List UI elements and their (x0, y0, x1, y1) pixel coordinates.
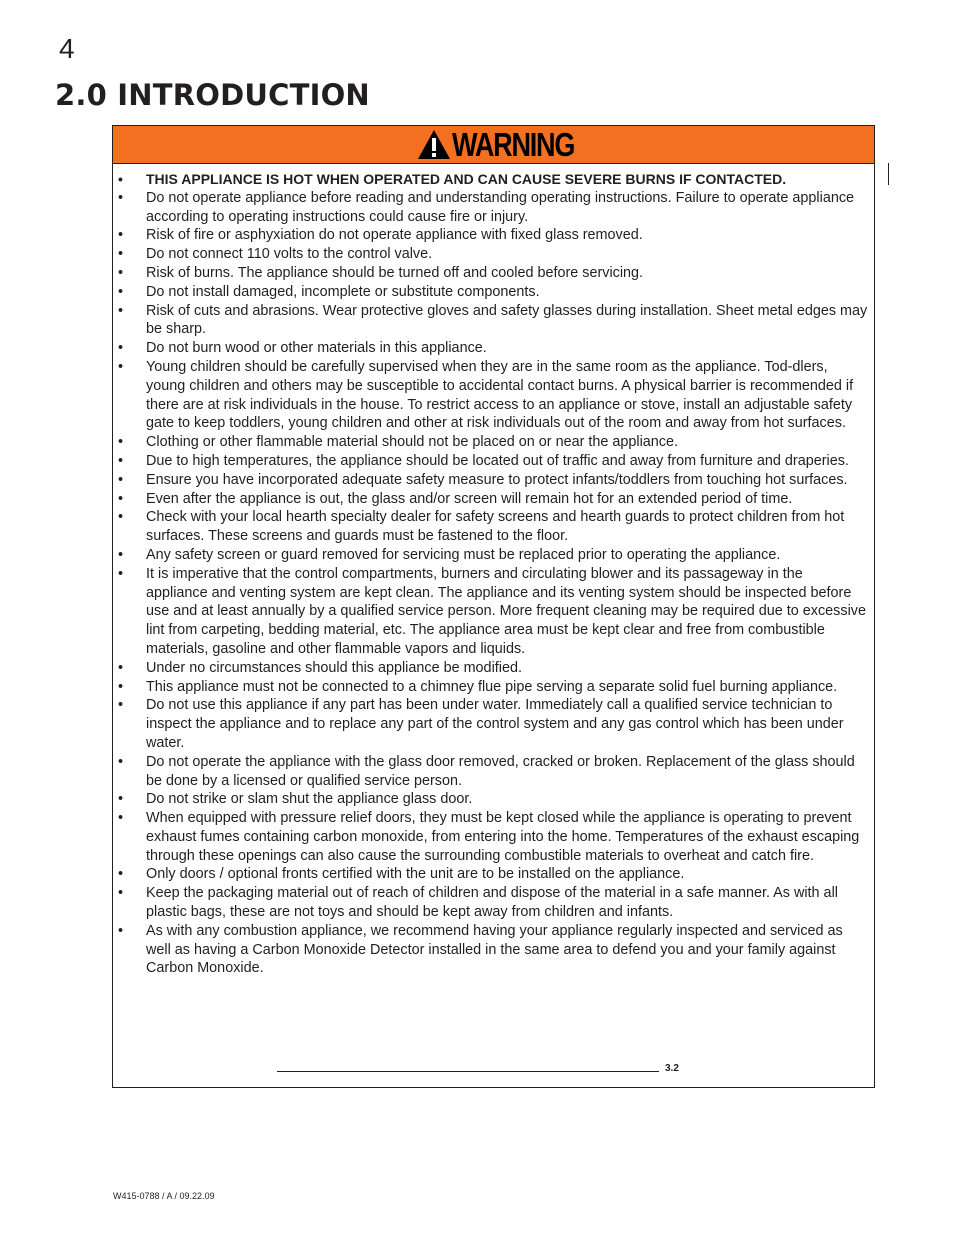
warning-item: • This appliance must not be connected to a chimney flue pipe serving a separate solid fuel burning appliance. (113, 678, 874, 697)
warning-item: • Risk of cuts and abrasions. Wear protective gloves and safety glasses during installation. Sheet metal edges may be sharp. (113, 302, 874, 340)
warning-item: • Any safety screen or guard removed for servicing must be replaced prior to operating the appliance. (113, 546, 874, 565)
warning-item: • Ensure you have incorporated adequate safety measure to protect infants/toddlers from touching hot surfaces. (113, 471, 874, 490)
warning-item: • Do not burn wood or other materials in this appliance. (113, 339, 874, 358)
revision-label: 3.2 (665, 1063, 679, 1074)
document-code: W415-0788 / A / 09.22.09 (113, 1191, 215, 1201)
warning-item: • Risk of fire or asphyxiation do not operate appliance with fixed glass removed. (113, 226, 874, 245)
warning-triangle-icon (417, 129, 451, 160)
warning-item: • Due to high temperatures, the appliance should be located out of traffic and away from furniture and draperies. (113, 452, 874, 471)
revision-bar (888, 163, 889, 185)
warning-list (113, 164, 874, 978)
warning-item: • Risk of burns. The appliance should be turned off and cooled before servicing. (113, 264, 874, 283)
warning-item: • Keep the packaging material out of reach of children and dispose of the material in a safe manner. As with all plastic bags, these are not toys and should be kept away from children and infants. (113, 884, 874, 922)
warning-item: • Do not connect 110 volts to the control valve. (113, 245, 874, 264)
warning-item: • Even after the appliance is out, the glass and/or screen will remain hot for an extended period of time. (113, 490, 874, 509)
warning-item: • Do not use this appliance if any part has been under water. Immediately call a qualified service technician to inspect the appliance and to replace any part of the control system and any gas control which has been under water. (113, 696, 874, 752)
warning-item: • Do not operate the appliance with the glass door removed, cracked or broken. Replacement of the glass should be done by a licensed or qualified service person. (113, 753, 874, 791)
warning-item: • Under no circumstances should this appliance be modified. (113, 659, 874, 678)
warning-item: • Only doors / optional fronts certified with the unit are to be installed on the appliance. (113, 865, 874, 884)
warning-item: • Do not operate appliance before reading and understanding operating instructions. Failure to operate appliance according to operating instructions could cause fire or injury. (113, 189, 874, 227)
page-number: 4 (59, 33, 75, 64)
warning-item: • As with any combustion appliance, we recommend having your appliance regularly inspected and serviced as well as having a Carbon Monoxide Detector installed in the same area to defend you and your family against Carbon Monoxide. (113, 922, 874, 978)
warning-item: • Check with your local hearth specialty dealer for safety screens and hearth guards to protect children from hot surfaces. These screens and guards must be fastened to the floor. (113, 508, 874, 546)
warning-heading: WARNING (451, 126, 574, 163)
warning-item: • Clothing or other flammable material should not be placed on or near the appliance. (113, 433, 874, 452)
warning-box (112, 125, 875, 1088)
warning-item: • It is imperative that the control compartments, burners and circulating blower and its passageway in the appliance and venting system are kept clean. The appliance and its venting system should be inspected before use and at least annually by a qualified service person. More frequent cleaning may be required due to excessive lint from carpeting, bedding material, etc. The appliance area must be kept clear and free from combustible materials, gasoline and other flammable vapors and liquids. (113, 565, 874, 659)
warning-item: • THIS APPLIANCE IS HOT WHEN OPERATED AND CAN CAUSE SEVERE BURNS IF CONTACTED. (113, 170, 874, 189)
warning-item: • Do not strike or slam shut the appliance glass door. (113, 790, 874, 809)
warning-item: • Do not install damaged, incomplete or substitute components. (113, 283, 874, 302)
revision-line (277, 1071, 659, 1072)
warning-header (113, 126, 874, 164)
warning-item: • When equipped with pressure relief doors, they must be kept closed while the appliance is operating to prevent exhaust fumes containing carbon monoxide, from entering into the home. Temperatures of the exhaust escaping through these openings can also cause the surrounding combustible materials to overheat and catch fire. (113, 809, 874, 865)
warning-item: • Young children should be carefully supervised when they are in the same room as the appliance. Tod-dlers, young children and others may be susceptible to accidental contact burns. A physical barrier is recommended if there are at risk individuals in the house. To restrict access to an appliance or stove, install an adjustable safety gate to keep toddlers, young children and other at risk individuals out of the room and away from hot surfaces. (113, 358, 874, 433)
section-title: 2.0 INTRODUCTION (55, 78, 370, 112)
